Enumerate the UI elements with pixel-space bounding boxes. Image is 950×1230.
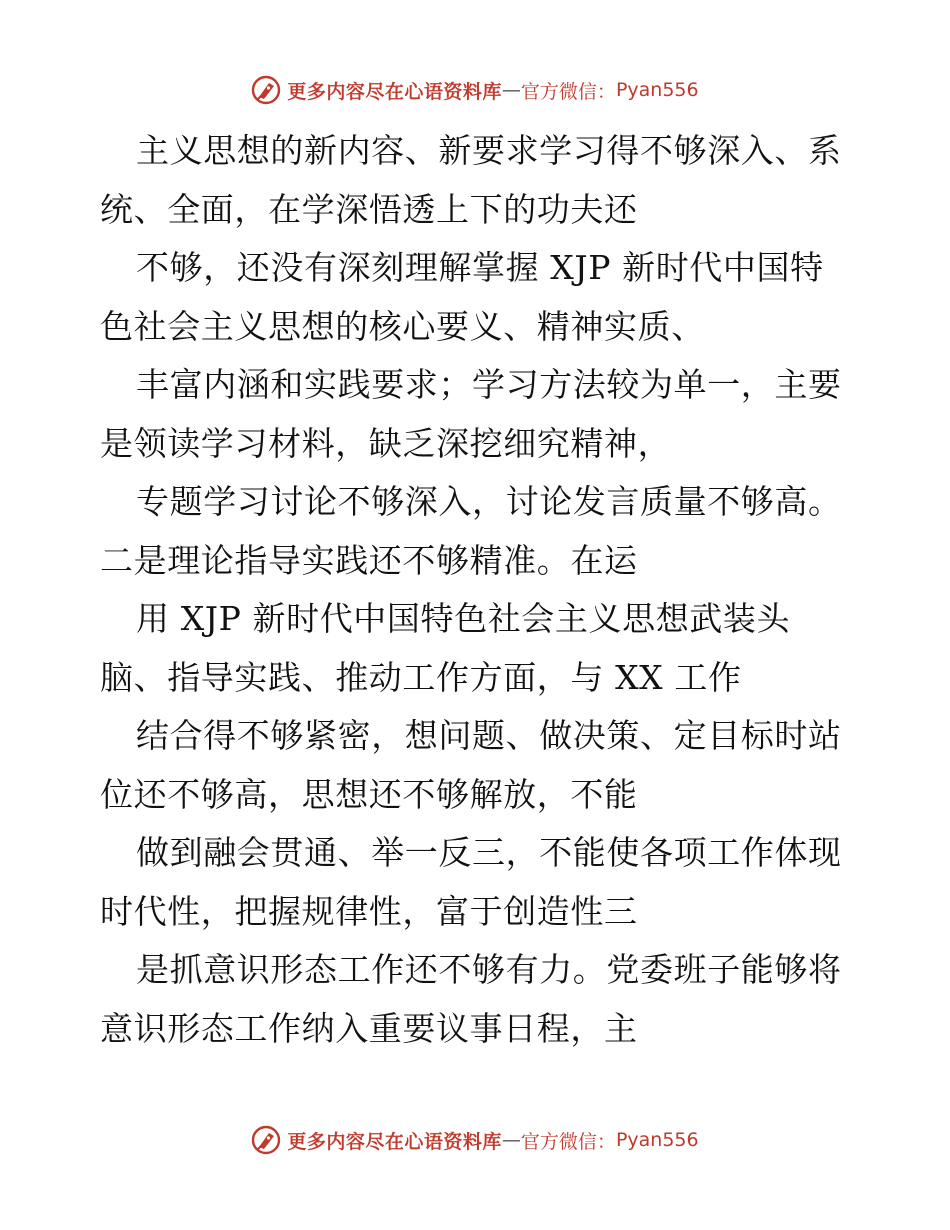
banner-wechat-label: 官方微信： (520, 1130, 616, 1153)
pen-nib-circle-icon (251, 1125, 281, 1155)
text-line: 是抓意识形态工作还不够有力。党委班子能够将 (136, 950, 842, 989)
text-line: 做到融会贯通、举一反三，不能使各项工作体现 (136, 833, 842, 872)
header-banner (0, 70, 950, 110)
text-line: 丰富内涵和实践要求；学习方法较为单一，主要 (136, 365, 842, 404)
banner-separator: — (501, 1129, 521, 1151)
text-line: 不够，还没有深刻理解掌握 XJP 新时代中国特 (136, 248, 824, 287)
text-line: 专题学习讨论不够深入，讨论发言质量不够高。 (136, 482, 842, 521)
banner-title: 更多内容尽在心语资料库 (287, 80, 502, 103)
document-body (100, 122, 860, 1058)
footer-banner (0, 1120, 950, 1160)
text-line: 脑、指导实践、推动工作方面，与 XX 工作 (100, 657, 742, 697)
pen-nib-circle-icon (251, 75, 281, 105)
text-line: 结合得不够紧密，想问题、做决策、定目标时站 (136, 716, 842, 755)
text-line: 意识形态工作纳入重要议事日程，主 (100, 1008, 638, 1048)
banner-separator: — (501, 79, 521, 101)
text-line: 是领读学习材料，缺乏深挖细究精神， (100, 423, 672, 463)
banner-title: 更多内容尽在心语资料库 (287, 1130, 502, 1153)
banner-wechat-label: 官方微信： (520, 80, 616, 103)
text-line: 位还不够高，思想还不够解放，不能 (100, 774, 638, 814)
banner-wechat-id: Pyan556 (615, 79, 699, 101)
text-line: 用 XJP 新时代中国特色社会主义思想武装头 (136, 599, 791, 638)
text-line: 色社会主义思想的核心要义、精神实质、 (100, 306, 705, 346)
text-line: 二是理论指导实践还不够精准。在运 (100, 540, 638, 580)
text-line: 统、全面，在学深悟透上下的功夫还 (100, 189, 638, 229)
text-line: 时代性，把握规律性，富于创造性三 (100, 891, 638, 931)
text-line: 主义思想的新内容、新要求学习得不够深入、系 (136, 131, 842, 170)
banner-wechat-id: Pyan556 (615, 1129, 699, 1151)
